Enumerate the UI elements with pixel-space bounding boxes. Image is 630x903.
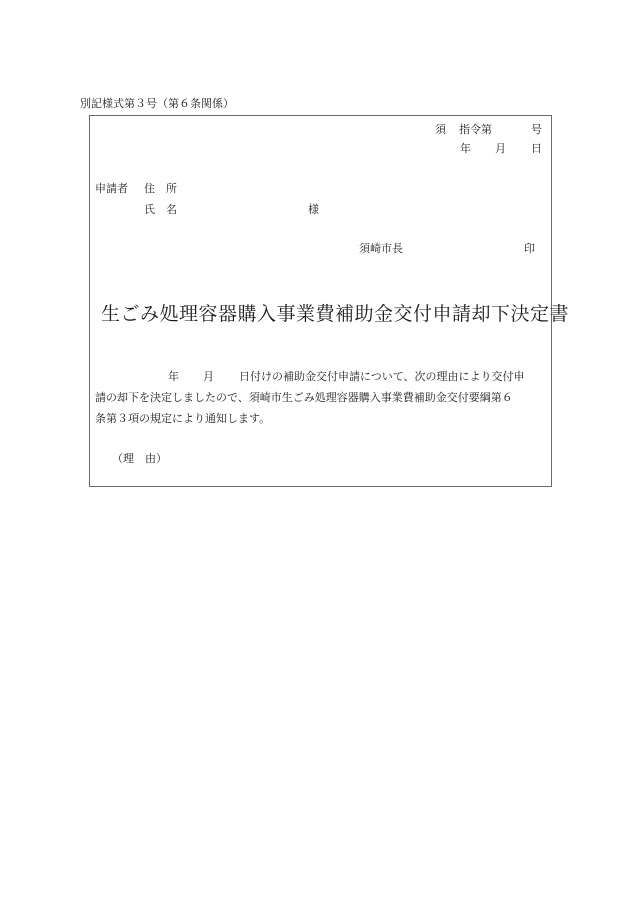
reason-label: （理 由） bbox=[112, 452, 167, 465]
honorific-label: 様 bbox=[308, 203, 319, 216]
applicant-name-label: 氏 名 bbox=[144, 203, 177, 216]
body-line-1: 日付けの補助金交付申請について、次の理由により交付申 bbox=[239, 370, 525, 383]
number-suffix: 号 bbox=[531, 123, 542, 136]
date-day-label: 日 bbox=[531, 142, 542, 155]
number-prefix: 須 bbox=[435, 123, 446, 136]
date-month-label: 月 bbox=[495, 142, 506, 155]
body-line-3: 条第３項の規定により通知します。 bbox=[95, 412, 271, 425]
number-mid: 指令第 bbox=[459, 123, 492, 136]
seal-mark: 印 bbox=[524, 242, 535, 255]
issuer-title: 須崎市長 bbox=[359, 242, 403, 255]
notice-form bbox=[89, 115, 552, 487]
body-line-2: 請の却下を決定しましたので、須崎市生ごみ処理容器購入事業費補助金交付要綱第６ bbox=[95, 391, 513, 404]
date-year-label: 年 bbox=[460, 142, 471, 155]
body-year-label: 年 bbox=[168, 370, 179, 383]
form-number-label: 別記様式第３号（第６条関係） bbox=[80, 97, 234, 110]
applicant-label: 申請者 bbox=[95, 182, 128, 195]
body-month-label: 月 bbox=[203, 370, 214, 383]
applicant-address-label: 住 所 bbox=[144, 182, 177, 195]
document-title: 生ごみ処理容器購入事業費補助金交付申請却下決定書 bbox=[101, 303, 570, 325]
